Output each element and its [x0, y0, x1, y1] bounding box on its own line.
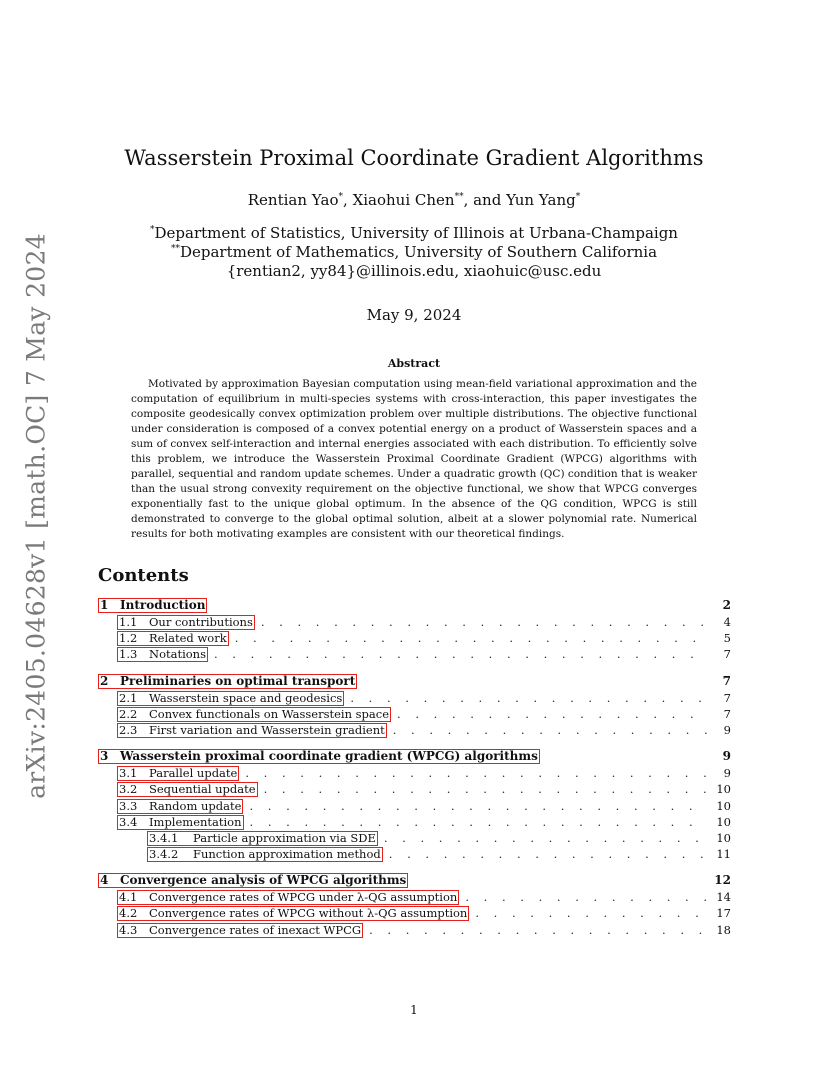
toc-dot-leader: [250, 814, 707, 830]
toc-page-number: 14: [716, 890, 731, 905]
toc-link[interactable]: [117, 799, 243, 814]
toc-link[interactable]: [147, 847, 383, 862]
toc-title: Preliminaries on optimal transport: [120, 673, 356, 688]
toc-page-number: 10: [716, 798, 731, 813]
toc-link[interactable]: [117, 631, 229, 646]
toc-number: 3.4.1: [149, 830, 179, 845]
toc-entry-2-2: [98, 706, 731, 722]
toc-title: Wasserstein proximal coordinate gradient (WPCG) algorithms: [120, 749, 538, 764]
paper-title: Wasserstein Proximal Coordinate Gradient Algorithms: [124, 146, 704, 170]
toc-title: Particle approximation via SDE: [193, 830, 376, 845]
toc-section: [98, 872, 731, 938]
toc-dot-leader: [214, 646, 707, 662]
toc-page-number: 2: [722, 598, 731, 612]
toc-section: [98, 673, 731, 739]
toc-link[interactable]: [147, 831, 378, 846]
toc-entry-4-3: [98, 922, 731, 938]
toc-title: Convex functionals on Wasserstein space: [149, 706, 390, 721]
toc-dot-leader: [249, 798, 707, 814]
toc-number: 2.1: [119, 690, 138, 705]
toc-dot-leader: [261, 614, 707, 630]
toc-title: Related work: [149, 631, 227, 646]
toc-dot-leader: [465, 889, 707, 905]
toc-page-number: 5: [723, 631, 731, 646]
toc-number: 3.2: [119, 782, 138, 797]
toc-dot-leader: [475, 905, 707, 921]
toc-page-number: 9: [722, 749, 731, 764]
toc-entry-2-3: [98, 722, 731, 738]
toc-number: 3.3: [119, 798, 138, 813]
toc-page-number: 7: [723, 647, 731, 662]
toc-title: Implementation: [149, 814, 242, 829]
toc-link[interactable]: [117, 815, 244, 830]
toc-link[interactable]: [98, 674, 357, 689]
author-mark: *: [575, 192, 581, 202]
paper-date: May 9, 2024: [366, 306, 462, 324]
toc-dot-leader: [369, 922, 707, 938]
toc-entry-4-2: [98, 905, 731, 921]
author-name: Rentian Yao: [247, 191, 339, 209]
arxiv-identifier: arXiv:2405.04628v1 [math.OC] 7 May 2024: [21, 233, 51, 799]
toc-number: 4.1: [119, 890, 138, 905]
toc-page-number: 17: [716, 906, 731, 921]
toc-page-number: 10: [716, 830, 731, 845]
toc-section: [98, 597, 731, 663]
affiliation-line: [0, 243, 828, 262]
affiliation-text: Department of Mathematics, University of Southern California: [179, 243, 658, 261]
toc-link[interactable]: [117, 691, 344, 706]
toc-entry-3-3: [98, 798, 731, 814]
toc-title: Convergence rates of inexact WPCG: [149, 922, 362, 937]
toc-number: 1.3: [119, 647, 138, 662]
author-name: Yun Yang: [506, 191, 576, 209]
toc-entry-2: [98, 673, 731, 690]
toc-page-number: 18: [716, 922, 731, 937]
toc-page-number: 7: [722, 673, 731, 688]
contents-heading: Contents: [98, 565, 189, 586]
toc-page-number: 10: [716, 814, 731, 829]
toc-entry-1-1: [98, 614, 731, 630]
toc-dot-leader: [245, 765, 707, 781]
toc-entry-4-1: [98, 889, 731, 905]
toc-number: 2: [100, 673, 109, 688]
author-separator: , and: [463, 191, 507, 209]
affiliations: [0, 224, 828, 281]
toc-link[interactable]: [98, 598, 207, 613]
toc-link[interactable]: [117, 615, 255, 630]
toc-page-number: 11: [716, 847, 731, 862]
toc-number: 1: [100, 598, 109, 612]
toc-link[interactable]: [117, 890, 459, 905]
toc-dot-leader: [235, 630, 707, 646]
toc-link[interactable]: [117, 923, 363, 938]
toc-page-number: 9: [723, 766, 731, 781]
toc-link[interactable]: [117, 707, 391, 722]
toc-entry-1-3: [98, 646, 731, 662]
author-mark: *: [338, 192, 344, 202]
toc-entry-1: [98, 597, 731, 614]
toc-dot-leader: [389, 846, 707, 862]
toc-number: 1.1: [119, 615, 138, 629]
author-mark: **: [454, 192, 464, 202]
toc-link[interactable]: [117, 647, 208, 662]
toc-dot-leader: [350, 690, 707, 706]
toc-title: Introduction: [120, 598, 206, 612]
toc-number: 4.3: [119, 922, 138, 937]
author-list: [0, 191, 828, 209]
toc-entry-4: [98, 872, 731, 889]
toc-entry-3-2: [98, 781, 731, 797]
toc-number: 1.2: [119, 631, 138, 646]
toc-dot-leader: [384, 830, 707, 846]
toc-page-number: 12: [714, 873, 731, 888]
toc-page-number: 4: [723, 615, 731, 629]
toc-page-number: 7: [723, 690, 731, 705]
toc-number: 3.1: [119, 766, 138, 781]
author-emails: {rentian2, yy84}@illinois.edu, xiaohuic@usc.edu: [226, 262, 602, 280]
toc-section: [98, 748, 731, 862]
toc-link[interactable]: [117, 782, 258, 797]
toc-link[interactable]: [117, 723, 387, 738]
toc-number: 2.3: [119, 722, 138, 737]
toc-entry-3-4-1: [98, 830, 731, 846]
toc-number: 4.2: [119, 906, 138, 921]
toc-number: 4: [100, 873, 109, 888]
toc-title: Sequential update: [149, 782, 256, 797]
abstract-heading: Abstract: [387, 357, 441, 370]
toc-title: Convergence analysis of WPCG algorithms: [120, 873, 407, 888]
toc-number: 2.2: [119, 706, 138, 721]
toc-dot-leader: [264, 781, 707, 797]
toc-page-number: 9: [723, 722, 731, 737]
toc-title: Function approximation method: [193, 847, 381, 862]
affiliation-mark: *: [150, 225, 155, 235]
toc-title: Random update: [149, 798, 242, 813]
page-number: 1: [410, 1003, 418, 1017]
table-of-contents: [98, 597, 731, 948]
toc-title: Wasserstein space and geodesics: [149, 690, 343, 705]
toc-entry-3-1: [98, 765, 731, 781]
toc-entry-3: [98, 748, 731, 765]
affiliation-mark: **: [170, 244, 180, 254]
toc-number: 3.4: [119, 814, 138, 829]
toc-entry-2-1: [98, 690, 731, 706]
abstract-text: Motivated by approximation Bayesian computation using mean-field variational approximation and the computation of equilibrium in multi-species systems with cross-interaction, this paper investigates the composite geodesically convex optimization problem over multiple distributions. The objective functional under consideration is composed of a convex potential energy on a product of Wasserstein spaces and a sum of convex self-interaction and internal energies associated with each distribution. To efficiently solve this problem, we introduce the Wasserstein Proximal Coordinate Gradient (WPCG) algorithms with parallel, sequential and random update schemes. Under a quadratic growth (QC) condition that is weaker than the usual strong convexity requirement on the objective functional, we show that WPCG converges exponentially fast to the unique global optimum. In the absence of the QG condition, WPCG is still demonstrated to converge to the global optimal solution, albeit at a slower polynomial rate. Numerical results for both motivating examples are consistent with our theoretical findings.: [131, 378, 697, 540]
toc-link[interactable]: [117, 766, 239, 781]
toc-entry-3-4: [98, 814, 731, 830]
toc-page-number: 7: [723, 706, 731, 721]
toc-number: 3.4.2: [149, 847, 179, 862]
toc-dot-leader: [393, 722, 707, 738]
author-name: Xiaohui Chen: [352, 191, 455, 209]
toc-title: Convergence rates of WPCG under λ-QG assumption: [149, 890, 458, 905]
toc-title: Notations: [149, 647, 206, 662]
toc-title: Parallel update: [149, 766, 238, 781]
toc-title: First variation and Wasserstein gradient: [149, 722, 385, 737]
toc-entry-1-2: [98, 630, 731, 646]
toc-title: Convergence rates of WPCG without λ-QG assumption: [149, 906, 468, 921]
toc-title: Our contributions: [149, 615, 253, 629]
toc-page-number: 10: [716, 782, 731, 797]
toc-number: 3: [100, 749, 109, 764]
affiliation-text: Department of Statistics, University of Illinois at Urbana-Champaign: [154, 224, 678, 242]
author-separator: ,: [343, 191, 353, 209]
affiliation-line: [0, 224, 828, 243]
toc-link[interactable]: [98, 749, 540, 764]
toc-entry-3-4-2: [98, 846, 731, 862]
toc-link[interactable]: [117, 906, 469, 921]
toc-dot-leader: [397, 706, 707, 722]
toc-link[interactable]: [98, 873, 408, 888]
